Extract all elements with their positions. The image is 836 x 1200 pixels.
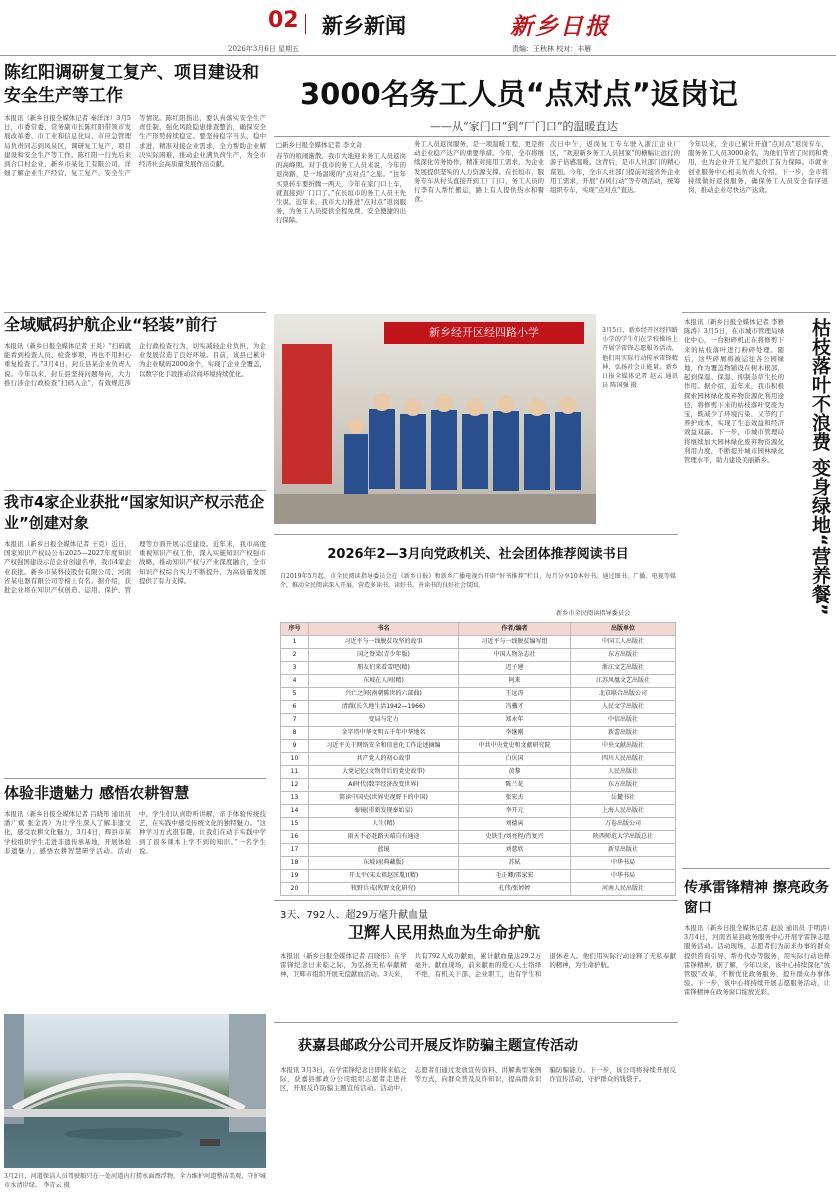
book-author: 黄黎 (459, 766, 571, 779)
book-author: 中共中央党史和文献研究院 (459, 740, 571, 753)
issue-date: 2026年3月6日 星期五 (228, 45, 299, 53)
a7-title: 获嘉县邮政分公司开展反诈防骗主题宣传活动 (298, 1038, 578, 1054)
a4-title: 体验非遗魅力 感悟农耕智慧 (4, 784, 190, 802)
masthead (0, 0, 836, 62)
editors-line: 责编：王秋林 校对：丰雁 (512, 45, 592, 53)
table-row (281, 701, 676, 714)
a3-title: 我市4家企业获批“国家知识产权示范企业”创建对象 (4, 493, 265, 532)
book-publisher: 江苏凤凰文艺出版社 (571, 675, 676, 688)
a4-body: 本报讯（新乡日报全媒体记者 吕晓彤 通讯员 潘广斌 张金涛）为让学生深入了解非遗文化，感受农耕文化魅力，3月4日，辉县市某学校组织学生走进非遗传承基地，开展体验非遗魅力、感悟农耕智慧研学活动。活动中，学生们认真聆听讲解，亲手体验传统技艺，在实践中感受传统文化的独特魅力。“这种学习方式很有趣，让我们在动手实践中学到了很多课本上学不到的知识。”一名学生说。 (4, 810, 266, 855)
book-title: 秦镜(重新发现秦始皇) (309, 805, 459, 818)
book-author: 苏轼 (459, 857, 571, 870)
book-publisher: 浙江文艺出版社 (571, 662, 676, 675)
book-no: 9 (281, 740, 309, 753)
book-no: 15 (281, 818, 309, 831)
book-author: 阿来 (459, 675, 571, 688)
book-no: 6 (281, 701, 309, 714)
book-title: 朋友们来看雪吧(精) (309, 662, 459, 675)
book-title: 习近平与一线脱贫攻坚的故事 (309, 636, 459, 649)
a6-kicker: 3天、792人、超29万毫升献血量 (280, 910, 429, 921)
table-row (281, 818, 676, 831)
books-title: 2026年2—3月向党政机关、社会团体推荐阅读书目 (327, 547, 629, 562)
book-author: 孔伟/张婷婷 (459, 883, 571, 896)
book-title: 开太平(宋太祖赵匡胤)(精) (309, 870, 459, 883)
students-photo (274, 314, 596, 524)
table-row (281, 675, 676, 688)
table-row (281, 727, 676, 740)
book-no: 20 (281, 883, 309, 896)
a1-body: 本报讯（新乡日报全媒体记者 秦洋洋）3月5日，市委常委、常务副市长陈红阳带领市发展改革委、市工业和信息化局、市应急管理局负责同志到凤泉区，调研复工复产、项目建设和安全生产等工作。陈红阳一行先后来到合口村企业、新乡市某化工有限公司，详细了解企业生产经营、复工复产、安全生产等情况。陈红阳指出，要认真落实安全生产责任制，强化风险隐患排查整治，确保安全生产形势持续稳定。要坚持稳字当头、稳中求进，精准对接企业需求，全力帮助企业解决实际困难，推动企业满负荷生产，为全市经济社会高质量发展作出贡献。 (4, 114, 266, 178)
main-headline: 3000名务工人员“点对点”返岗记 (300, 77, 738, 111)
book-publisher: 新蕾出版社 (571, 727, 676, 740)
table-row (281, 883, 676, 896)
masthead-logo: 新乡日报 (510, 13, 610, 40)
book-title: 牧野兵戎(牧野文化研究) (309, 883, 459, 896)
main-body-3: 次日中午，返岗复工专车驶入浙江企业厂区，“欢迎新乡务工人员回家”的横幅让远行的游子倍感温暖。这背后，是市人社部门的精心谋划。今年，全市人社部门提前对接省外企业用工需求，开展“春风行动”等专项活动，统筹组织专车，实现“点对点”直达。 (550, 140, 680, 195)
a7-body: 本报讯 3月3日，在学雷锋纪念日即将来临之际，获嘉县邮政分公司组织志愿者走进社区，开展反诈防骗主题宣传活动。活动中，志愿者们通过发放宣传资料、讲解典型案例等方式，向群众普及反诈知识，提高群众识骗防骗能力。下一步，该公司将持续开展反诈宣传活动，守护群众的钱袋子。 (280, 1066, 676, 1093)
table-row (281, 649, 676, 662)
books-table-wrap (280, 622, 676, 896)
book-publisher: 中国工人出版社 (571, 636, 676, 649)
book-title: 简读中国史(世界史视野下的中国) (309, 792, 459, 805)
main-subhead: ——从“家门口”到“厂门口”的温暖直达 (430, 120, 618, 133)
a6-title: 卫辉人民用热血为生命护航 (348, 923, 541, 942)
table-row (281, 662, 676, 675)
book-no: 1 (281, 636, 309, 649)
a5-title: 传承雷锋精神 擦亮政务窗口 (684, 880, 829, 916)
book-no: 12 (281, 779, 309, 792)
table-row (281, 857, 676, 870)
book-author: 刘慈欣 (459, 844, 571, 857)
main-body-4: 今年以来，全市已累计开通“点对点”返岗专车，服务务工人员3000余名，为他们节省了时间和费用，也为企业开工复产提供了有力保障。市就业创业服务中心相关负责人介绍，下一步，全市将持续做好返岗服务，确保务工人员安全有序返岗，推动企业尽快达产达效。 (688, 140, 828, 195)
book-author: 史铁生/刘亮程/肖复兴 (459, 831, 571, 844)
book-publisher: 中信出版社 (571, 714, 676, 727)
table-row (281, 779, 676, 792)
book-publisher: 陕西师范大学出版总社 (571, 831, 676, 844)
table-header-row (281, 623, 676, 636)
book-publisher: 东方出版社 (571, 649, 676, 662)
v-article-body: 本报讯（新乡日报全媒体记者 李雅 陈涛）3月5日，在市城市管理局绿化中心，一台粉碎机正在将修剪下来的枯枝落叶进行粉碎处理。随后，这些碎屑将被运往各公园绿地，作为覆盖物铺设在树木根部，起到保湿、保温、抑制杂草生长的作用。据介绍，近年来，我市积极探索园林绿化废弃物资源化利用途径，将修剪下来的枯枝落叶变废为宝，既减少了环境污染，又节约了养护成本，实现了生态效益和经济效益双赢。下一步，市城市管理局将继续加大园林绿化废弃物资源化利用力度，不断提升城市园林绿化管理水平，助力建设美丽新乡。 (684, 318, 784, 465)
table-row (281, 870, 676, 883)
book-author: 张宏杰 (459, 792, 571, 805)
a2-body: 本报讯（新乡日报全媒体记者 王炎）“扫码就能看到检查人员、检查事项，再也不用担心重复检查了。”3月4日，封丘县某企业负责人说。今年以来，封丘县坚持问题导向，大力推行涉企行政检查“扫码入企”，有效规范涉企行政检查行为，切实减轻企业负担，为企业发展营造了良好环境。目前，该县已累计为企业赋码2000余个，实现了企业全覆盖，以数字化手段推动营商环境持续优化。 (4, 342, 266, 387)
book-title: AI时代(数字经济改变世界) (309, 779, 459, 792)
table-row (281, 688, 676, 701)
book-author: 刘德寅 (459, 818, 571, 831)
a3-body: 本报讯（新乡日报全媒体记者 王克）近日，国家知识产权局公布2025—2027年度知识产权强国建设示范企业创建名单，我市4家企业获批。新乡市某科技股份有限公司、河南省某电器有限公司等榜上有名。据介绍，获批企业将在知识产权创造、运用、保护、管理等方面开展示范建设。近年来，我市高度重视知识产权工作，深入实施知识产权强市战略，推动知识产权与产业深度融合，全市知识产权综合实力不断提升，为高质量发展提供了有力支撑。 (4, 540, 266, 595)
book-title: 兴亡之间(南朝陈世的六部曲) (309, 688, 459, 701)
book-publisher: 新星出版社 (571, 844, 676, 857)
book-author: 习近平与一线脱贫编写组 (459, 636, 571, 649)
book-publisher: 北京联合出版公司 (571, 688, 676, 701)
a5-body: 本报讯（新乡日报全媒体记者 赵波 通讯员 于明涛）3月4日，河南省某县政务服务中心开展学雷锋志愿服务活动。活动现场，志愿者们为前来办事的群众提供咨询引导、帮办代办等服务，用实际行动诠释雷锋精神。据了解，今年以来，该中心持续深化“放管服”改革，不断优化政务服务，提升群众办事体验。下一步，该中心将持续开展志愿服务活动，让雷锋精神在政务窗口绽放光彩。 (684, 924, 830, 997)
book-title: 雨天不必赶路天晴自有通途 (309, 831, 459, 844)
book-publisher: 中华书局 (571, 870, 676, 883)
bridge-illustration (4, 1014, 266, 1168)
a1-title: 陈红阳调研复工复产、项目建设和安全生产等工作 (4, 63, 259, 106)
books-source: 新乡市全民阅读指导委员会 (556, 610, 631, 617)
book-author: 李继刚 (459, 727, 571, 740)
table-row (281, 844, 676, 857)
book-title: 变局与定力 (309, 714, 459, 727)
book-author: 白庆国 (459, 753, 571, 766)
book-publisher: 岳麓书社 (571, 792, 676, 805)
table-row (281, 805, 676, 818)
v-article-title: 枯枝落叶不浪费 变身绿地“营养餐” (809, 318, 831, 616)
book-publisher: 人民出版社 (571, 766, 676, 779)
book-title: 蓝镜 (309, 844, 459, 857)
a2-title: 全域赋码护航企业“轻装”前行 (4, 315, 218, 334)
table-row (281, 766, 676, 779)
book-no: 14 (281, 805, 309, 818)
main-body-1: 春节的喧闹渐散，我市大地迎来务工人员返岗的高峰期。对于我市的务工人员来说，今年的返岗路，是一场温暖的“点对点”之旅。“往年买票转车要折腾一两天，今年在家门口上车，就直接到厂门口了。”在长垣市的务工人员王先生说。近年来，我市大力推进“点对点”返岗服务，为务工人员提供全程免费、安全便捷的出行保障。 (276, 152, 406, 225)
book-no: 5 (281, 688, 309, 701)
book-author: 郑永年 (459, 714, 571, 727)
a6-body: 本报讯（新乡日报全媒体记者 吕晓彤）在学雷锋纪念日来临之际，为弘扬无私奉献精神，卫辉市组织开展无偿献血活动。3天来，共有792人成功献血，累计献血量达29.2万毫升。献血现场，前来献血的爱心人士络绎不绝，有机关干部、企业职工，也有学生和退休老人。他们用实际行动诠释了无私奉献的精神，为生命护航。 (280, 952, 676, 979)
table-row (281, 753, 676, 766)
section-title: 新乡新闻 (322, 14, 406, 38)
book-title: 人生(精) (309, 818, 459, 831)
book-publisher: 人民文学出版社 (571, 701, 676, 714)
book-no: 4 (281, 675, 309, 688)
photo-banner: 新乡经开区经四路小学 (384, 322, 584, 344)
book-no: 11 (281, 766, 309, 779)
col-header-publisher: 出版单位 (571, 623, 676, 636)
book-title: 东坡在人间(精) (309, 675, 459, 688)
col-header-author: 作者/编者 (459, 623, 571, 636)
book-publisher: 中央文献出版社 (571, 740, 676, 753)
river-bridge-photo (4, 1014, 266, 1168)
book-publisher: 东方出版社 (571, 779, 676, 792)
books-intro: 自2019年5月起，市全民阅读指导委员会在《新乡日报》和新乡广播电视台开辟“好书推荐”栏目，每月分享10本好书。通过图书、广播、电视等媒介，推动全民阅读深入开展，营造多读书、读好书、善读书的良好社会氛围。 (280, 573, 676, 590)
book-no: 17 (281, 844, 309, 857)
main-body-2: 务工人员返岗服务，是一项温暖工程，更是推动企业稳产达产的重要举措。今年，全市将继续深化劳务协作，精准对接用工需求，为企业发展提供坚实的人力资源支撑。在长垣市，服务专车从村头直接开到工厂门口，务工人员的行李有人帮忙搬运，路上有人提供热水和餐食。 (414, 140, 544, 204)
col-header-no: 序号 (281, 623, 309, 636)
book-no: 16 (281, 831, 309, 844)
book-title: 金字塔中华文明五千年中华地名 (309, 727, 459, 740)
book-title: 清澈(长久地生活1942—1966) (309, 701, 459, 714)
table-row (281, 714, 676, 727)
book-author: 王远涛 (459, 688, 571, 701)
books-table (280, 622, 676, 896)
book-no: 8 (281, 727, 309, 740)
book-no: 10 (281, 753, 309, 766)
book-no: 2 (281, 649, 309, 662)
col-header-title: 书名 (309, 623, 459, 636)
table-row (281, 740, 676, 753)
book-no: 7 (281, 714, 309, 727)
book-publisher: 中华书局 (571, 857, 676, 870)
table-row (281, 831, 676, 844)
book-no: 13 (281, 792, 309, 805)
book-author: 迟子建 (459, 662, 571, 675)
book-no: 19 (281, 870, 309, 883)
book-author: 中国人物杂志社 (459, 649, 571, 662)
book-publisher: 万卷出版公司 (571, 818, 676, 831)
table-row (281, 792, 676, 805)
book-no: 3 (281, 662, 309, 675)
main-byline: □新乡日报全媒体记者 李文奇 (276, 141, 363, 149)
students-photo-caption: 3月5日，新乡经开区经四路小学的学生们在学校操场上开展学雷锋志愿服务活动，他们用实际行动传承雷锋精神，弘扬社会正能量。新乡日报全媒体记者 赵云 通讯员 陈国强 摄 (602, 327, 678, 390)
book-title: 习近平关于网络安全和信息化工作论述摘编 (309, 740, 459, 753)
table-row (281, 636, 676, 649)
page-number: 02 (268, 8, 299, 33)
photo-caption: 3月2日，河道保洁人员驾驶船只在一处河道内打捞水面漂浮物，全力维护河道整洁美观，守护城市水清岸绿。 李青云 摄 (4, 1173, 266, 1190)
children-illustration (274, 314, 596, 524)
book-author: 李开元 (459, 805, 571, 818)
book-publisher: 四川人民出版社 (571, 753, 676, 766)
book-title: 大党记忆(文物背后的党史故事) (309, 766, 459, 779)
book-publisher: 上海人民出版社 (571, 805, 676, 818)
book-title: 共产党人的初心故事 (309, 753, 459, 766)
book-title: 国之脊梁(青少年版) (309, 649, 459, 662)
book-no: 18 (281, 857, 309, 870)
book-author: 陈兰花 (459, 779, 571, 792)
book-author: 冯骥才 (459, 701, 571, 714)
book-title: 东坡词(典藏版) (309, 857, 459, 870)
book-author: 毛正卿/雷家宏 (459, 870, 571, 883)
book-publisher: 河南人民出版社 (571, 883, 676, 896)
